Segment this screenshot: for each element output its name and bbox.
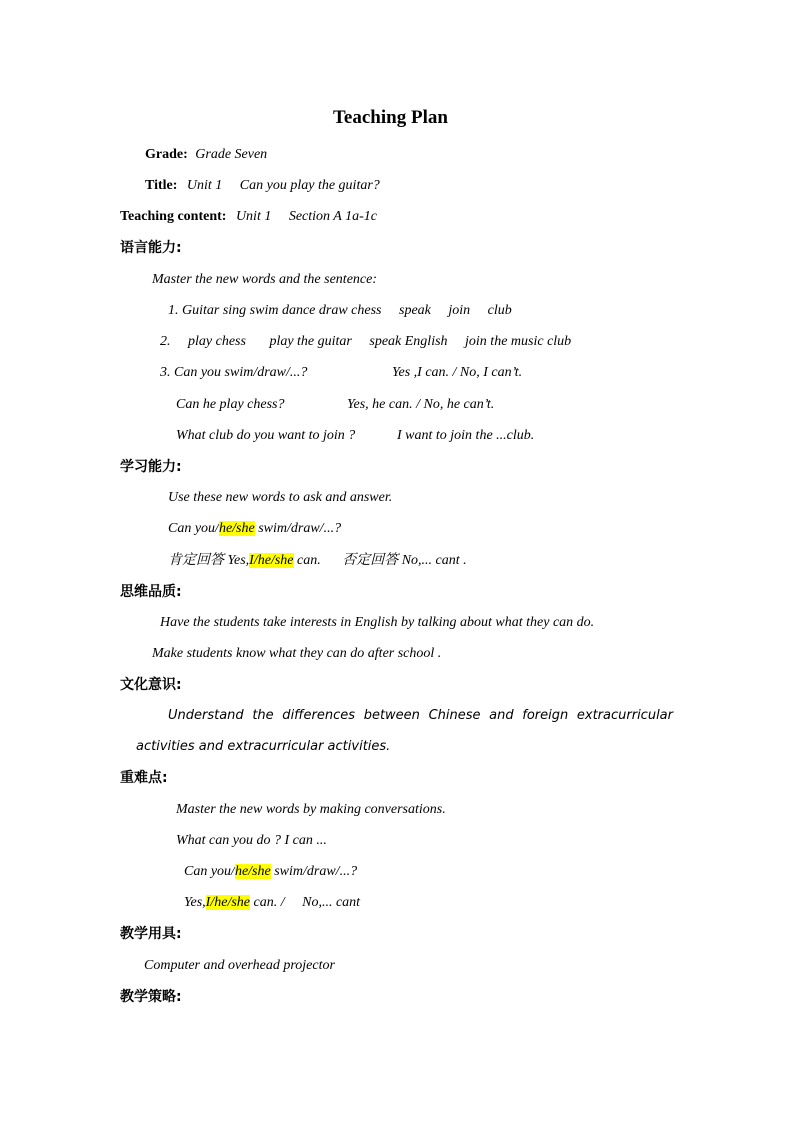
s2-l3-b: can. [293,553,321,568]
s1-l1-join: join [448,303,471,318]
s5-line-1: Master the new words by making conversations. [176,802,446,817]
s5-l4-c: No,... cant [302,895,361,910]
s1-line-3 [160,364,307,382]
s1-l1-club: club [487,303,512,318]
section-heading-thinking: 思维品质: [120,584,182,600]
s5-line-2: What can you do ? I can ... [176,833,327,848]
s1-l2-b: play the guitar [269,334,352,349]
page-title: Teaching Plan [333,107,448,128]
s1-l1-words: 1. Guitar sing swim dance draw chess [168,303,382,318]
s3-line-1: Have the students take interests in English by talking about what they can do. [160,615,595,630]
section-heading-teaching-aids: 教学用具: [120,926,182,942]
s1-line-3-answer: Yes ,I can. / No, I can’t. [392,365,523,380]
s5-l4-highlight: I/he/she [205,895,250,910]
s1-l1-speak: speak [399,303,431,318]
title-unit: Unit 1 [186,178,223,193]
s1-l2-c: speak English [369,334,448,349]
s5-l3-b: swim/draw/...? [270,864,358,879]
s2-l3-c: 否定回答 No,... cant . [342,553,467,568]
s4-line-1: Understand the differences between Chinese and foreign extracurricular [168,708,673,723]
s1-l3-q: 3. Can you swim/draw/...? [160,365,308,380]
section-heading-learning: 学习能力: [120,459,182,475]
section-heading-culture: 文化意识: [120,677,182,693]
title-line [145,177,380,195]
grade-value: Grade Seven [195,147,268,162]
s6-line-1: Computer and overhead projector [144,958,335,973]
s2-l2-b: swim/draw/...? [254,521,342,536]
section-heading-strategy: 教学策略: [120,989,182,1005]
content-line [120,208,377,226]
s5-l3-highlight: he/she [234,864,271,879]
s2-line-1: Use these new words to ask and answer. [168,490,393,505]
s5-line-3 [184,863,357,881]
s1-line-5-answer: I want to join the ...club. [397,428,535,443]
s2-l3-highlight: I/he/she [249,553,294,568]
grade-line [145,146,267,164]
section-heading-key-points: 重难点: [120,770,168,786]
s2-line-3 [168,552,467,570]
s5-l3-a: Can you/ [184,864,235,879]
s2-l2-highlight: he/she [218,521,255,536]
s5-l4-b: can. / [250,895,285,910]
section-heading-language: 语言能力: [120,240,182,256]
s3-line-2: Make students know what they can do after school . [152,646,442,661]
s1-line-4-answer: Yes, he can. / No, he can’t. [347,397,495,412]
s2-l3-a: 肯定回答 Yes, [168,553,250,568]
content-unit: Unit 1 [235,209,272,224]
s4-line-2: activities and extracurricular activities. [136,739,391,754]
s1-l2-a: play chess [188,334,246,349]
title-label: Title: [145,178,178,193]
grade-label: Grade: [145,147,188,162]
s1-line-5: What club do you want to join ? [176,428,356,443]
s5-l4-a: Yes, [184,895,206,910]
s1-intro: Master the new words and the sentence: [152,272,377,287]
s5-line-4 [184,894,360,912]
content-value: Section A 1a-1c [288,209,377,224]
content-label: Teaching content: [120,209,227,224]
s1-line-4: Can he play chess? [176,397,285,412]
s1-line-1 [168,302,512,320]
s2-l2-a: Can you/ [168,521,219,536]
s1-line-2 [160,333,571,351]
s1-l2-d: join the music club [465,334,572,349]
title-value: Can you play the guitar? [239,178,380,193]
s2-line-2 [168,520,341,538]
s1-l2-num: 2. [160,334,171,349]
